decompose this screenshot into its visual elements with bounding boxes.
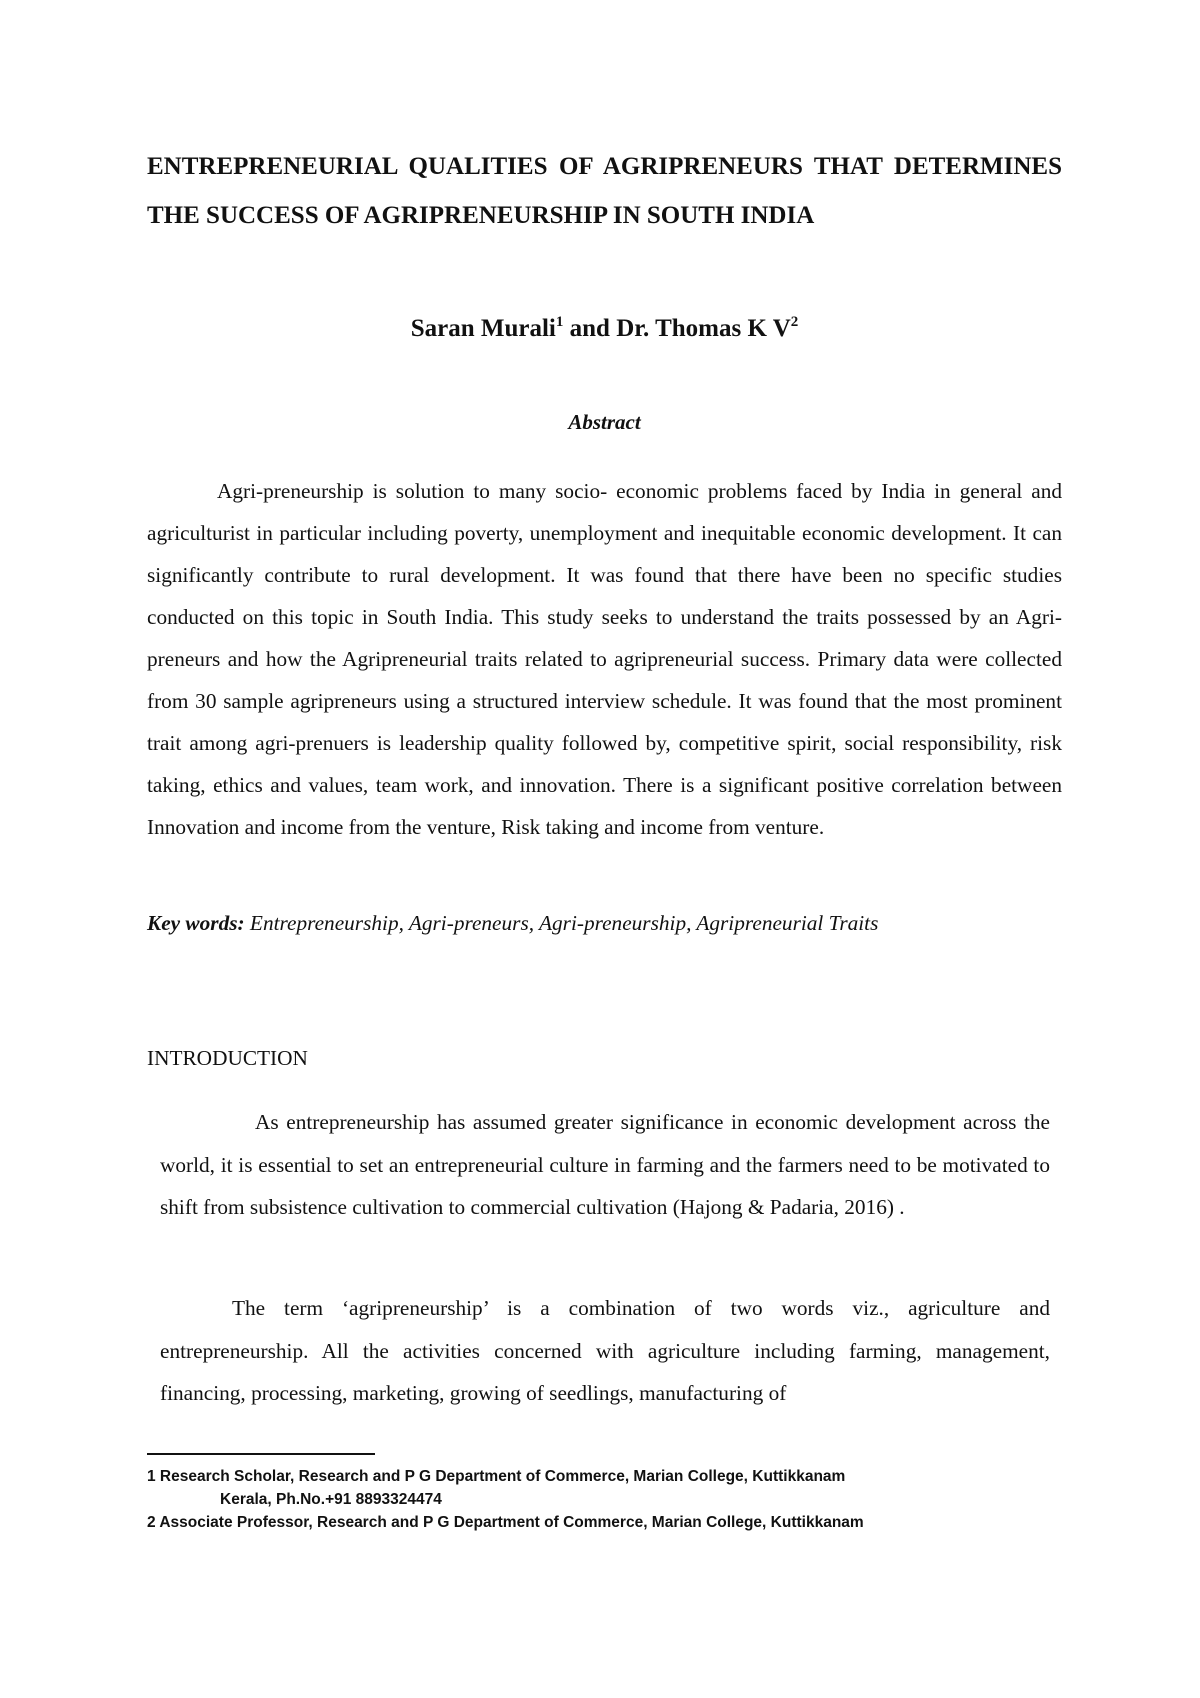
keywords-label: Key words:: [147, 911, 245, 935]
author-line: [147, 314, 1062, 343]
footnotes: [147, 1465, 1062, 1534]
paper-title: ENTREPRENEURIAL QUALITIES OF AGRIPRENEURS THAT DETERMINES THE SUCCESS OF AGRIPRENEURSHIP IN SOUTH INDIA: [147, 153, 1062, 229]
author-1: Saran Murali: [410, 315, 556, 342]
footnote-1: 1 Research Scholar, Research and P G Department of Commerce, Marian College, Kuttikkanam: [147, 1468, 846, 1485]
author-1-superscript: 1: [555, 314, 564, 330]
author-2: Dr. Thomas K V: [616, 315, 791, 342]
abstract-body: Agri-preneurship is solution to many socio- economic problems faced by India in general and agriculturist in particular including poverty, unemployment and inequitable economic development. It can significantly contribute to rural development. It was found that there have been no specific studies conducted on this topic in South India. This study seeks to understand the traits possessed by an Agri-preneurs and how the Agripreneurial traits related to agripreneurial success. Primary data were collected from 30 sample agripreneurs using a structured interview schedule. It was found that the most prominent trait among agri-prenuers is leadership quality followed by, competitive spirit, social responsibility, risk taking, ethics and values, team work, and innovation. There is a significant positive correlation between Innovation and income from the venture, Risk taking and income from venture.: [147, 479, 1062, 839]
footnote-1-continuation: Kerala, Ph.No.+91 8893324474: [220, 1491, 442, 1508]
footnote-separator: [147, 1453, 375, 1455]
abstract-heading: Abstract: [568, 410, 641, 434]
author-2-superscript: 2: [790, 314, 799, 330]
introduction-heading: INTRODUCTION: [147, 1046, 308, 1070]
author-conjunction: and: [563, 315, 617, 342]
intro-paragraph-2: The term ‘agripreneurship’ is a combination of two words viz., agriculture and entrepreneurship. All the activities concerned with agriculture including farming, management, financing, processing, marketing, growing of seedlings, manufacturing of: [160, 1296, 1050, 1405]
keywords-line: [147, 911, 1062, 936]
intro-paragraph-1: As entrepreneurship has assumed greater significance in economic development across the world, it is essential to set an entrepreneurial culture in farming and the farmers need to be motivated to shift from subsistence cultivation to commercial cultivation (Hajong & Padaria, 2016) .: [160, 1110, 1050, 1219]
footnote-2: 2 Associate Professor, Research and P G Department of Commerce, Marian College, Kuttikkanam: [147, 1514, 864, 1531]
keywords-list: Entrepreneurship, Agri-preneurs, Agri-preneurship, Agripreneurial Traits: [244, 911, 879, 935]
